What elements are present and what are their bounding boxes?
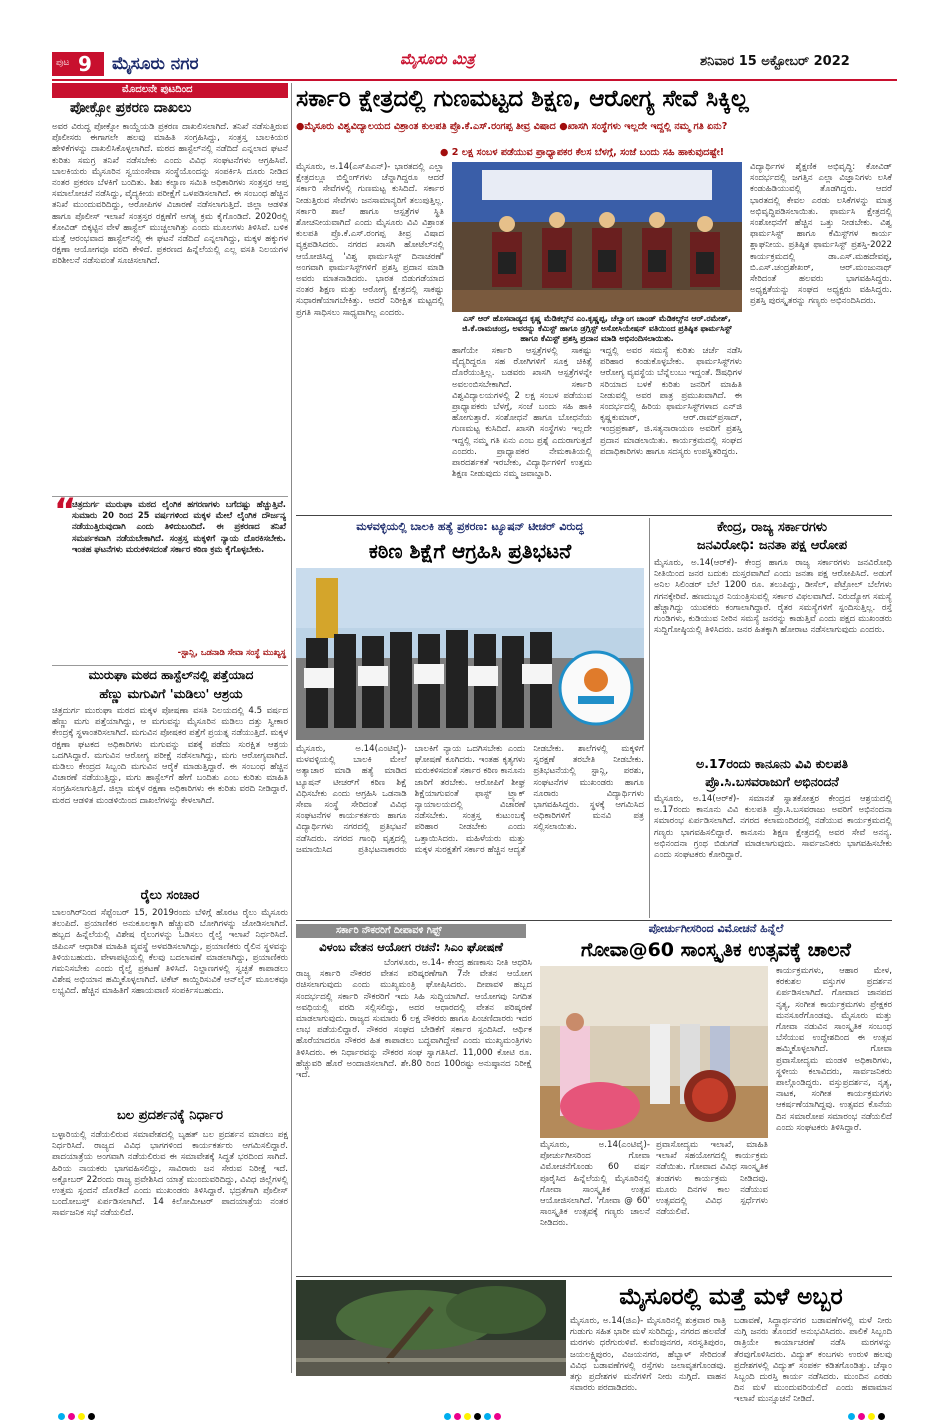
- protest-headline: ಕಠಿಣ ಶಿಕ್ಷೆಗೆ ಆಗ್ರಹಿಸಿ ಪ್ರತಿಭಟನೆ: [368, 539, 572, 563]
- award-photo-caption: ಎಸ್ ಆರ್ ಹೊಸವಾಡ್ಯದ ಕೃಷ್ಣ ಮೆಡಿಕಲ್ಸ್‌ನ ಎಂ.ಕೃಷ್ಣಪ್ಪ, ಚೆಲ್ವಾಂಗ ಚಾಂಡ್ ಮೆಡಿಕಲ್ಸ್‌ನ ಆರ್.ರಮೇಶ್, ಜಿ.ಕೆ.ರಾಮಚಂದ್ರ, ಅವರನ್ನು ಕೆಮಿಸ್ಟ್ ಹಾಗೂ ಡ್ರಗ್ಗಿಸ್ಟ್ ಅಸೋಸಿಯೇಷನ್ ವತಿಯಿಂದ ಪ್ರತಿಷ್ಠಿತ ಫಾರ್ಮಸಿಸ್ಟ್ ಹಾಗೂ ಕೆಮಿಸ್ಟ್ ಪ್ರಶಸ್ತಿ ಪ್ರದಾನ ಮಾಡಿ ಅಭಿನಂದಿಸಲಾಯಿತು.: [462, 314, 732, 343]
- goa-photo-svg: [540, 966, 768, 1138]
- rail-headline: ರೈಲು ಸಂಚಾರ: [140, 888, 200, 903]
- janata-headline-line1: ಕೇಂದ್ರ, ರಾಜ್ಯ ಸರ್ಕಾರಗಳು: [716, 520, 827, 535]
- goa-bottom-rule: [296, 1276, 892, 1277]
- hostel-body: ಚಿತ್ರದುರ್ಗ ಮುರುಘಾ ಮಠದ ಮಕ್ಕಳ ಪೋಷಣಾ ವಸತಿ ನಿಲಯದಲ್ಲಿ 4.5 ವರ್ಷದ ಹೆಣ್ಣು ಮಗು ಪತ್ತೆಯಾಗಿದ್ದು, ಆ ಮಗುವನ್ನು ಮೈಸೂರಿನ ಮಡಿಲು ದತ್ತು ಸ್ವೀಕಾರ ಕೇಂದ್ರಕ್ಕೆ ಸ್ಥಳಾಂತರಿಸಲಾಗಿದೆ. ಮಗುವಿನ ಪೋಷಕರ ಪತ್ತೆಗೆ ಪ್ರಯತ್ನ ನಡೆಯುತ್ತಿದೆ. ಮಕ್ಕಳ ರಕ್ಷಣಾ ಘಟಕದ ಅಧಿಕಾರಿಗಳು ಮಗುವನ್ನು ವಶಕ್ಕೆ ಪಡೆದು ಸುರಕ್ಷಿತ ಆಶ್ರಯ ಒದಗಿಸಿದ್ದಾರೆ. ಮಗುವಿನ ಆರೋಗ್ಯ ಪರೀಕ್ಷೆ ನಡೆಸಲಾಗಿದ್ದು, ಮಗು ಆರೋಗ್ಯವಾಗಿದೆ. ಮಡಿಲು ಕೇಂದ್ರದ ಸಿಬ್ಬಂದಿ ಮಗುವಿನ ಆರೈಕೆ ಮಾಡುತ್ತಿದ್ದಾರೆ. ಈ ಸಂಬಂಧ ಹೆಚ್ಚಿನ ವಿಚಾರಣೆ ನಡೆಯುತ್ತಿದ್ದು, ಮಗು ಹಾಸ್ಟೆಲ್‌ಗೆ ಹೇಗೆ ಬಂದಿತು ಎಂಬ ಕುರಿತು ಮಾಹಿತಿ ಸಂಗ್ರಹಿಸಲಾಗುತ್ತಿದೆ. ಜಿಲ್ಲಾ ಮಕ್ಕಳ ರಕ್ಷಣಾ ಅಧಿಕಾರಿಗಳು ಈ ಕುರಿತು ವರದಿ ನೀಡಿದ್ದಾರೆ. ಮಠದ ಆಡಳಿತ ಮಂಡಳಿಯಿಂದ ದಾಖಲೆಗಳನ್ನು ಕೇಳಲಾಗಿದೆ.: [52, 706, 288, 806]
- masthead: [0, 0, 945, 80]
- lead-subhead-2: ● 2 ಲಕ್ಷ ಸಂಬಳ ಪಡೆಯುವ ಪ್ರಾಧ್ಯಾಪಕರ ಕೆಲಸ ಬೆಳಗ್ಗೆ, ಸಂಜೆ ಬಂದು ಸಹಿ ಹಾಕುವುದಷ್ಟೇ!: [440, 147, 725, 158]
- vc-headline-line1: ಅ.17ರಂದು ಕಾನೂನು ವಿವಿ ಕುಲಪತಿ: [696, 756, 848, 771]
- janata-body: ಮೈಸೂರು, ಅ.14(ಆರ್‌ಕೆ)- ಕೇಂದ್ರ ಹಾಗೂ ರಾಜ್ಯ ಸರ್ಕಾರಗಳು ಜನವಿರೋಧಿ ನೀತಿಯಿಂದ ಜನರ ಬದುಕು ದುಸ್ತರವಾಗಿದೆ ಎಂದು ಜನತಾ ಪಕ್ಷ ಆರೋಪಿಸಿದೆ. ಅಡುಗೆ ಅನಿಲ ಸಿಲಿಂಡರ್ ಬೆಲೆ 1200 ರೂ. ತಲುಪಿದ್ದು, ಡೀಸೆಲ್, ಪೆಟ್ರೋಲ್ ಬೆಲೆಗಳು ಗಗನಕ್ಕೇರಿವೆ. ಹಣದುಬ್ಬರ ನಿಯಂತ್ರಿಸುವಲ್ಲಿ ಸರ್ಕಾರ ವಿಫಲವಾಗಿದೆ. ನಿರುದ್ಯೋಗ ಸಮಸ್ಯೆ ಹೆಚ್ಚಾಗಿದ್ದು ಯುವಕರು ಕಂಗಾಲಾಗಿದ್ದಾರೆ. ರೈತರ ಸಮಸ್ಯೆಗಳಿಗೆ ಸ್ಪಂದಿಸುತ್ತಿಲ್ಲ. ರಸ್ತೆ ಗುಂಡಿಗಳು, ಕುಡಿಯುವ ನೀರಿನ ಸಮಸ್ಯೆ ಜನರನ್ನು ಕಾಡುತ್ತಿವೆ ಎಂದು ಪಕ್ಷದ ಮುಖಂಡರು ಸುದ್ದಿಗೋಷ್ಠಿಯಲ್ಲಿ ತಿಳಿಸಿದರು. ಜನರ ಹಿತಕ್ಕಾಗಿ ಹೋರಾಟ ನಡೆಸಲಾಗುವುದು ಎಂದರು.: [654, 558, 892, 636]
- award-photo: [452, 162, 742, 312]
- quote-box: [52, 491, 288, 666]
- lead-headline: ಸರ್ಕಾರಿ ಕ್ಷೇತ್ರದಲ್ಲಿ ಗುಣಮಟ್ಟದ ಶಿಕ್ಷಣ, ಆರೋಗ್ಯ ಸೇವೆ ಸಿಕ್ಕಿಲ್ಲ: [296, 86, 749, 112]
- goa-photo: [540, 966, 768, 1138]
- page-number: 9: [78, 52, 92, 76]
- pay-headline: ವಿಳಂಬ ವೇತನ ಆಯೋಗ ರಚನೆ: ಸಿಎಂ ಘೋಷಣೆ: [319, 940, 503, 954]
- rain-headline: ಮೈಸೂರಲ್ಲಿ ಮತ್ತೆ ಮಳೆ ಅಬ್ಬರ: [619, 1284, 843, 1310]
- goa-kicker: ಪೋರ್ಚುಗೀಸರಿಂದ ವಿಮೋಚನೆ ಹಿನ್ನೆಲೆ: [648, 922, 784, 935]
- lead-subhead-1: ●ಮೈಸೂರು ವಿಶ್ವವಿದ್ಯಾಲಯದ ವಿಶ್ರಾಂತ ಕುಲಪತಿ ಪ್ರೊ.ಕೆ.ಎಸ್.ರಂಗಪ್ಪ ತೀವ್ರ ವಿಷಾದ ●ಖಾಸಗಿ ಸಂಸ್ಥೆಗಳು ಇಲ್ಲದೇ ಇದ್ದಲ್ಲಿ ನಮ್ಮ ಗತಿ ಏನು?: [296, 121, 728, 132]
- mid-rule: [296, 920, 892, 921]
- vc-body: ಮೈಸೂರು, ಅ.14(ಆರ್‌ಕೆ)- ಸಮಾನತೆ ಸ್ನಾತಕೋತ್ತರ ಕೇಂದ್ರದ ಆಶ್ರಯದಲ್ಲಿ ಅ.17ರಂದು ಕಾನೂನು ವಿವಿ ಕುಲಪತಿ ಪ್ರೊ.ಸಿ.ಬಸವರಾಜು ಅವರಿಗೆ ಅಭಿನಂದನಾ ಸಮಾರಂಭ ಏರ್ಪಡಿಸಲಾಗಿದೆ. ನಗರದ ಕಲಾಮಂದಿರದಲ್ಲಿ ನಡೆಯುವ ಕಾರ್ಯಕ್ರಮದಲ್ಲಿ ಗಣ್ಯರು ಭಾಗವಹಿಸಲಿದ್ದಾರೆ. ಕಾನೂನು ಶಿಕ್ಷಣ ಕ್ಷೇತ್ರದಲ್ಲಿ ಅವರ ಸೇವೆ ಅನನ್ಯ. ಅಭಿನಂದನಾ ಗ್ರಂಥ ಬಿಡುಗಡೆ ಮಾಡಲಾಗುವುದು. ಸಾರ್ವಜನಿಕರು ಭಾಗವಹಿಸಬೇಕು ಎಂದು ಸಂಘಟಕರು ಕೋರಿದ್ದಾರೆ.: [654, 794, 892, 861]
- pocso-headline: ಪೋಕ್ಸೋ ಪ್ರಕರಣ ದಾಖಲು: [70, 100, 192, 116]
- lead-col-3: ಇದ್ದಲ್ಲಿ ಅವರ ಸಮಸ್ಯೆ ಕುರಿತು ಚರ್ಚೆ ನಡೆಸಿ ಪರಿಹಾರ ಕಂಡುಕೊಳ್ಳಬೇಕು. ಫಾರ್ಮಸಿಸ್ಟ್‌ಗಳು ಆರೋಗ್ಯ ವ್ಯವಸ್ಥೆಯ ಬೆನ್ನೆಲುಬು ಇದ್ದಂತೆ. ಔಷಧಿಗಳ ಸರಿಯಾದ ಬಳಕೆ ಕುರಿತು ಜನರಿಗೆ ಮಾಹಿತಿ ನೀಡುವಲ್ಲಿ ಅವರ ಪಾತ್ರ ಪ್ರಮುಖವಾಗಿದೆ. ಈ ಸಂದರ್ಭದಲ್ಲಿ ಹಿರಿಯ ಫಾರ್ಮಸಿಸ್ಟ್‌ಗಳಾದ ಎನ್‌ಜಿ ಕೃಷ್ಣಕುಮಾರ್, ಆರ್.ರಾಮ್‌ಪ್ರಸಾದ್, ಇಂದ್ರಪ್ರಕಾಶ್, ಜಿ.ಸತ್ಯನಾರಾಯಣ ಅವರಿಗೆ ಪ್ರಶಸ್ತಿ ಪ್ರದಾನ ಮಾಡಲಾಯಿತು. ಕಾರ್ಯಕ್ರಮದಲ್ಲಿ ಸಂಘದ ಪದಾಧಿಕಾರಿಗಳು ಹಾಗೂ ಸದಸ್ಯರು ಉಪಸ್ಥಿತರಿದ್ದರು.: [600, 346, 742, 457]
- quote-source: -ಸ್ಟಾನ್ಲಿ, ಒಡನಾಡಿ ಸೇವಾ ಸಂಸ್ಥೆ ಮುಖ್ಯಸ್ಥ: [177, 647, 286, 657]
- kicker-text: ಮೊದಲನೇ ಪುಟದಿಂದ: [122, 84, 193, 95]
- paper-name: ಮೈಸೂರು ಮಿತ್ರ: [400, 50, 475, 68]
- goa-headline: ಗೋವಾ@60 ಸಾಂಸ್ಕೃತಿಕ ಉತ್ಸವಕ್ಕೆ ಚಾಲನೆ: [581, 939, 851, 961]
- rail-body: ಬಾಲಂಗಿರ್‌ನಿಂದ ಸೆಪ್ಟೆಂಬರ್ 15, 2019ರಂದು ಬೆಳಿಗ್ಗೆ ಹೊರಟ ರೈಲು ಮೈಸೂರು ತಲುಪಿದೆ. ಪ್ರಯಾಣಿಕರ ಅನುಕೂಲಕ್ಕಾಗಿ ಹೆಚ್ಚುವರಿ ಬೋಗಿಗಳನ್ನು ಜೋಡಿಸಲಾಗಿದೆ. ಹಬ್ಬದ ಹಿನ್ನೆಲೆಯಲ್ಲಿ ವಿಶೇಷ ರೈಲುಗಳನ್ನು ಓಡಿಸಲು ರೈಲ್ವೆ ಇಲಾಖೆ ನಿರ್ಧರಿಸಿದೆ. ಜಿಪಿಎಸ್ ಆಧಾರಿತ ಮಾಹಿತಿ ವ್ಯವಸ್ಥೆ ಅಳವಡಿಸಲಾಗಿದ್ದು, ಪ್ರಯಾಣಿಕರು ರೈಲಿನ ಸ್ಥಳವನ್ನು ತಿಳಿಯಬಹುದು. ವೇಳಾಪಟ್ಟಿಯಲ್ಲಿ ಕೆಲವು ಬದಲಾವಣೆ ಮಾಡಲಾಗಿದ್ದು, ಪ್ರಯಾಣಿಕರು ಗಮನಿಸಬೇಕು ಎಂದು ರೈಲ್ವೆ ಪ್ರಕಟಣೆ ತಿಳಿಸಿದೆ. ನಿಲ್ದಾಣಗಳಲ್ಲಿ ಸ್ವಚ್ಛತೆ ಕಾಪಾಡಲು ವಿಶೇಷ ಅಭಿಯಾನ ಹಮ್ಮಿಕೊಳ್ಳಲಾಗಿದೆ. ಟಿಕೆಟ್ ಕಾಯ್ದಿರಿಸುವಿಕೆ ಆನ್‌ಲೈನ್ ಮೂಲಕವೂ ಲಭ್ಯವಿದೆ. ಹೆಚ್ಚಿನ ಮಾಹಿತಿಗೆ ಸಹಾಯವಾಣಿ ಸಂಪರ್ಕಿಸಬಹುದು.: [52, 908, 288, 997]
- goa-body-mid: ಪ್ರವಾಸೋದ್ಯಮ ಇಲಾಖೆ, ಮಾಹಿತಿ ಇಲಾಖೆ ಸಹಯೋಗದಲ್ಲಿ ಕಾರ್ಯಕ್ರಮ ನಡೆಯಿತು. ಗೋವಾದ ವಿವಿಧ ಸಾಂಸ್ಕೃತಿಕ ತಂಡಗಳು ಕಾರ್ಯಕ್ರಮ ನೀಡಿದವು. ಮೂರು ದಿನಗಳ ಕಾಲ ನಡೆಯುವ ಉತ್ಸವದಲ್ಲಿ ವಿವಿಧ ಸ್ಪರ್ಧೆಗಳು ನಡೆಯಲಿವೆ.: [656, 1140, 768, 1218]
- lead-bottom-rule: [296, 515, 892, 516]
- issue-date: ಶನಿವಾರ 15 ಅಕ್ಟೋಬರ್ 2022: [700, 54, 850, 69]
- hostel-headline-line1: ಮುರುಘಾ ಮಠದ ಹಾಸ್ಟೆಲ್‌ನಲ್ಲಿ ಪತ್ತೆಯಾದ: [88, 668, 254, 682]
- goa-body-left: ಮೈಸೂರು, ಅ.14(ಎಂಟಿವೈ)- ಪೋರ್ಚುಗೀಸರಿಂದ ಗೋವಾ ವಿಮೋಚನೆಗೊಂಡು 60 ವರ್ಷ ಪೂರೈಸಿದ ಹಿನ್ನೆಲೆಯಲ್ಲಿ ಮೈಸೂರಿನಲ್ಲಿ ಗೋವಾ ಸಾಂಸ್ಕೃತಿಕ ಉತ್ಸವ ಆಯೋಜಿಸಲಾಗಿದೆ. 'ಗೋವಾ @ 60' ಸಾಂಸ್ಕೃತಿಕ ಉತ್ಸವಕ್ಕೆ ಗಣ್ಯರು ಚಾಲನೆ ನೀಡಿದರು.: [540, 1140, 650, 1229]
- award-photo-svg: [452, 162, 742, 312]
- rain-photo: [296, 1280, 566, 1376]
- vc-headline-line2: ಪ್ರೊ.ಸಿ.ಬಸವರಾಜುಗೆ ಅಭಿನಂದನೆ: [705, 774, 839, 789]
- janata-headline-line2: ಜನವಿರೋಧಿ: ಜನತಾ ಪಕ್ಷ ಆರೋಪ: [696, 538, 848, 553]
- kicker-bar: [52, 83, 288, 98]
- goa-body-right: ಕಾರ್ಯಕ್ರಮಗಳು, ಆಹಾರ ಮೇಳ, ಕರಕುಶಲ ವಸ್ತುಗಳ ಪ್ರದರ್ಶನ ಏರ್ಪಡಿಸಲಾಗಿದೆ. ಗೋವಾದ ಜಾನಪದ ನೃತ್ಯ, ಸಂಗೀತ ಕಾರ್ಯಕ್ರಮಗಳು ಪ್ರೇಕ್ಷಕರ ಮನಸೂರೆಗೊಂಡವು. ಮೈಸೂರು ಮತ್ತು ಗೋವಾ ನಡುವಿನ ಸಾಂಸ್ಕೃತಿಕ ಸಂಬಂಧ ಬೆಸೆಯುವ ಉದ್ದೇಶದಿಂದ ಈ ಉತ್ಸವ ಹಮ್ಮಿಕೊಳ್ಳಲಾಗಿದೆ. ಗೋವಾ ಪ್ರವಾಸೋದ್ಯಮ ಮಂಡಳಿ ಅಧಿಕಾರಿಗಳು, ಸ್ಥಳೀಯ ಕಲಾವಿದರು, ಸಾರ್ವಜನಿಕರು ಪಾಲ್ಗೊಂಡಿದ್ದರು. ವಸ್ತುಪ್ರದರ್ಶನ, ನೃತ್ಯ, ನಾಟಕ, ಸಂಗೀತ ಕಾರ್ಯಕ್ರಮಗಳು ಆಕರ್ಷಣೆಯಾಗಿದ್ದವು. ಉತ್ಸವದ ಕೊನೆಯ ದಿನ ಸಮಾರೋಪ ಸಮಾರಂಭ ನಡೆಯಲಿದೆ ಎಂದು ಸಂಘಟಕರು ತಿಳಿಸಿದ್ದಾರೆ.: [776, 966, 892, 1133]
- rain-photo-svg: [296, 1280, 566, 1376]
- pocso-body: ಅವರ ವಿರುದ್ಧ ಪೋಕ್ಸೋ ಕಾಯ್ದೆಯಡಿ ಪ್ರಕರಣ ದಾಖಲಿಸಲಾಗಿದೆ. ತನಿಖೆ ನಡೆಸುತ್ತಿರುವ ಪೊಲೀಸರು ಈಗಾಗಲೇ ಹಲವು ಮಾಹಿತಿ ಸಂಗ್ರಹಿಸಿದ್ದು, ಸಂತ್ರಸ್ತ ಬಾಲಕಿಯರ ಹೇಳಿಕೆಗಳನ್ನು ದಾಖಲಿಸಿಕೊಳ್ಳಲಾಗಿದೆ. ಮಠದ ಹಾಸ್ಟೆಲ್‌ನಲ್ಲಿ ನಡೆದಿದೆ ಎನ್ನಲಾದ ಘಟನೆ ಕುರಿತು ಸಮಗ್ರ ತನಿಖೆ ನಡೆಸಬೇಕು ಎಂದು ವಿವಿಧ ಸಂಘಟನೆಗಳು ಆಗ್ರಹಿಸಿವೆ. ಬಾಲಕಿಯರು ಮೈಸೂರಿನ ಸ್ವಯಂಸೇವಾ ಸಂಸ್ಥೆಯೊಂದನ್ನು ಸಂಪರ್ಕಿಸಿ ದೂರು ನೀಡಿದ ನಂತರ ಪ್ರಕರಣ ಬೆಳಕಿಗೆ ಬಂದಿತು. ಶಿಶು ಕಲ್ಯಾಣ ಸಮಿತಿ ಅಧಿಕಾರಿಗಳು ಸಂತ್ರಸ್ತರ ಆಪ್ತ ಸಮಾಲೋಚನೆ ನಡೆಸಿದ್ದು, ವೈದ್ಯಕೀಯ ಪರೀಕ್ಷೆಗೆ ಒಳಪಡಿಸಲಾಗಿದೆ. ಈ ಸಂಬಂಧ ಹೆಚ್ಚಿನ ತನಿಖೆ ಮುಂದುವರಿದಿದ್ದು, ಆರೋಪಿಗಳ ವಿಚಾರಣೆ ನಡೆಸಲಾಗುತ್ತಿದೆ. ಜಿಲ್ಲಾ ಆಡಳಿತ ಹಾಗೂ ಪೊಲೀಸ್ ಇಲಾಖೆ ಸಂತ್ರಸ್ತರ ರಕ್ಷಣೆಗೆ ಅಗತ್ಯ ಕ್ರಮ ಕೈಗೊಂಡಿದೆ. 2020ರಲ್ಲಿ ಕೋವಿಡ್ ಬಿಕ್ಕಟ್ಟಿನ ವೇಳೆ ಹಾಸ್ಟೆಲ್ ಮುಚ್ಚಲಾಗಿತ್ತು ಎಂದು ಮೂಲಗಳು ತಿಳಿಸಿವೆ. ಬಳಿಕ ಮತ್ತೆ ಆರಂಭವಾದ ಹಾಸ್ಟೆಲ್‌ನಲ್ಲಿ ಈ ಘಟನೆ ನಡೆದಿದೆ ಎನ್ನಲಾಗಿದ್ದು, ಮಕ್ಕಳ ಹಕ್ಕುಗಳ ರಕ್ಷಣಾ ಆಯೋಗವೂ ವರದಿ ಕೇಳಿದೆ. ಪ್ರಕರಣದ ಹಿನ್ನೆಲೆಯಲ್ಲಿ ಎಲ್ಲ ವಸತಿ ನಿಲಯಗಳ ಪರಿಶೀಲನೆ ನಡೆಸುವಂತೆ ಸೂಚಿಸಲಾಗಿದೆ.: [52, 122, 288, 267]
- protest-body: ಮೈಸೂರು, ಅ.14(ಎಂಟಿವೈ)- ಮಳವಳ್ಳಿಯಲ್ಲಿ ಬಾಲಕಿ ಮೇಲೆ ಅತ್ಯಾಚಾರ ಮಾಡಿ ಹತ್ಯೆ ಮಾಡಿದ ಟ್ಯೂಷನ್ ಟೀಚರ್‌ಗೆ ಕಠಿಣ ಶಿಕ್ಷೆ ವಿಧಿಸಬೇಕು ಎಂದು ಆಗ್ರಹಿಸಿ ಒಡನಾಡಿ ಸೇವಾ ಸಂಸ್ಥೆ ಸೇರಿದಂತೆ ವಿವಿಧ ಸಂಘಟನೆಗಳ ಕಾರ್ಯಕರ್ತರು ಹಾಗೂ ವಿದ್ಯಾರ್ಥಿಗಳು ನಗರದಲ್ಲಿ ಪ್ರತಿಭಟನೆ ನಡೆಸಿದರು. ನಗರದ ಗಾಂಧಿ ವೃತ್ತದಲ್ಲಿ ಜಮಾಯಿಸಿದ ಪ್ರತಿಭಟನಾಕಾರರು ಬಾಲಕಿಗೆ ನ್ಯಾಯ ಒದಗಿಸಬೇಕು ಎಂದು ಘೋಷಣೆ ಕೂಗಿದರು. ಇಂತಹ ಕೃತ್ಯಗಳು ಮರುಕಳಿಸದಂತೆ ಸರ್ಕಾರ ಕಠಿಣ ಕಾನೂನು ಜಾರಿಗೆ ತರಬೇಕು. ಆರೋಪಿಗೆ ಶೀಘ್ರ ಶಿಕ್ಷೆಯಾಗುವಂತೆ ಫಾಸ್ಟ್ ಟ್ರ್ಯಾಕ್ ನ್ಯಾಯಾಲಯದಲ್ಲಿ ವಿಚಾರಣೆ ನಡೆಸಬೇಕು. ಸಂತ್ರಸ್ತ ಕುಟುಂಬಕ್ಕೆ ಪರಿಹಾರ ನೀಡಬೇಕು ಎಂದು ಒತ್ತಾಯಿಸಿದರು. ಮಹಿಳೆಯರು ಮತ್ತು ಮಕ್ಕಳ ಸುರಕ್ಷತೆಗೆ ಸರ್ಕಾರ ಹೆಚ್ಚಿನ ಆದ್ಯತೆ ನೀಡಬೇಕು. ಶಾಲೆಗಳಲ್ಲಿ ಮಕ್ಕಳಿಗೆ ಸ್ವರಕ್ಷಣೆ ತರಬೇತಿ ನೀಡಬೇಕು. ಪ್ರತಿಭಟನೆಯಲ್ಲಿ ಸ್ಟಾನ್ಲಿ, ಪರಶು, ಸಂಘಟನೆಗಳ ಮುಖಂಡರು ಹಾಗೂ ನೂರಾರು ವಿದ್ಯಾರ್ಥಿಗಳು ಭಾಗವಹಿಸಿದ್ದರು. ಸ್ಥಳಕ್ಕೆ ಆಗಮಿಸಿದ ಅಧಿಕಾರಿಗಳಿಗೆ ಮನವಿ ಪತ್ರ ಸಲ್ಲಿಸಲಾಯಿತು.: [296, 744, 644, 855]
- hostel-headline-line2: ಹೆಣ್ಣು ಮಗುವಿಗೆ 'ಮಡಿಲು' ಆಶ್ರಯ: [99, 686, 243, 701]
- rain-body-right: ಬಡಾವಣೆ, ಸಿದ್ಧಾರ್ಥನಗರ ಬಡಾವಣೆಗಳಲ್ಲಿ ಮಳೆ ನೀರು ನುಗ್ಗಿ ಜನರು ತೊಂದರೆ ಅನುಭವಿಸಿದರು. ಪಾಲಿಕೆ ಸಿಬ್ಬಂದಿ ರಾತ್ರಿಯೇ ಕಾರ್ಯಾಚರಣೆ ನಡೆಸಿ ಮರಗಳನ್ನು ತೆರವುಗೊಳಿಸಿದರು. ವಿದ್ಯುತ್ ಕಂಬಗಳು ಉರುಳಿ ಹಲವು ಪ್ರದೇಶಗಳಲ್ಲಿ ವಿದ್ಯುತ್ ಸಂಪರ್ಕ ಕಡಿತಗೊಂಡಿತ್ತು. ಚೆಸ್ಕಾಂ ಸಿಬ್ಬಂದಿ ದುರಸ್ತಿ ಕಾರ್ಯ ನಡೆಸಿದರು. ಮುಂದಿನ ಎರಡು ದಿನ ಮಳೆ ಮುಂದುವರಿಯಲಿದೆ ಎಂದು ಹವಾಮಾನ ಇಲಾಖೆ ಮುನ್ಸೂಚನೆ ನೀಡಿದೆ.: [734, 1316, 892, 1405]
- protest-right-divider: [649, 518, 650, 918]
- rally-headline: ಬಲ ಪ್ರದರ್ಶನಕ್ಕೆ ನಿರ್ಧಾರ: [116, 1108, 224, 1123]
- protest-kicker: ಮಳವಳ್ಳಿಯಲ್ಲಿ ಬಾಲಕಿ ಹತ್ಯೆ ಪ್ರಕರಣ: ಟ್ಯೂಷನ್ ಟೀಚರ್ ವಿರುದ್ಧ: [356, 520, 584, 533]
- section-title: ಮೈಸೂರು ನಗರ: [112, 54, 199, 74]
- quote-text: ಚಿತ್ರದುರ್ಗ ಮುರುಘಾ ಮಠದ ಲೈಂಗಿಕ ಹಗರಣಗಳು ಬಗೆದಷ್ಟು ಹೆಚ್ಚುತ್ತಿವೆ. ಸುಮಾರು 20 ರಿಂದ 25 ವರ್ಷಗಳಿಂದ ಮಕ್ಕಳ ಮೇಲೆ ಲೈಂಗಿಕ ದೌರ್ಜನ್ಯ ನಡೆಯುತ್ತಿರುವುದಾಗಿ ಎಂದು ತಿಳಿದುಬಂದಿದೆ. ಈ ಪ್ರಕರಣದ ತನಿಖೆ ಸಮರ್ಪಕವಾಗಿ ನಡೆಯಬೇಕಾಗಿದೆ. ಸಂತ್ರಸ್ತ ಮಕ್ಕಳಿಗೆ ನ್ಯಾಯ ದೊರಕಿಸಬೇಕು. ಇಂತಹ ಘಟನೆಗಳು ಮರುಕಳಿಸದಂತೆ ಸರ್ಕಾರ ಕಠಿಣ ಕ್ರಮ ಕೈಗೊಳ್ಳಬೇಕು.: [72, 499, 286, 554]
- lead-col-4: ವಿದ್ಯಾರ್ಥಿಗಳ ಶೈಕ್ಷಣಿಕ ಅಭಿವೃದ್ಧಿ: ಕೋವಿಡ್ ಸಂದರ್ಭದಲ್ಲಿ ಜಗತ್ತಿನ ಎಲ್ಲಾ ವಿಜ್ಞಾನಿಗಳು ಲಸಿಕೆ ಕಂಡುಹಿಡಿಯುವಲ್ಲಿ ತೊಡಗಿದ್ದರು. ಆದರೆ ಭಾರತದಲ್ಲಿ ಕೇವಲ ಎರಡು ಲಸಿಕೆಗಳನ್ನು ಮಾತ್ರ ಅಭಿವೃದ್ಧಿಪಡಿಸಲಾಯಿತು. ಫಾರ್ಮಸಿ ಕ್ಷೇತ್ರದಲ್ಲಿ ಸಂಶೋಧನೆಗೆ ಹೆಚ್ಚಿನ ಒತ್ತು ನೀಡಬೇಕು. ವಿಶ್ವ ಫಾರ್ಮಸಿಸ್ಟ್ ಹಾಗೂ ಕೆಮಿಸ್ಟ್‌ಗಳ ಕಾರ್ಯ ಶ್ಲಾಘನೀಯ. ಪ್ರತಿಷ್ಠಿತ ಫಾರ್ಮಸಿಸ್ಟ್ ಪ್ರಶಸ್ತಿ-2022 ಕಾರ್ಯಕ್ರಮದಲ್ಲಿ ಡಾ.ಎಸ್.ಮಹದೇವಪ್ಪ, ಬಿ.ಎಸ್.ಚಂದ್ರಶೇಖರ್, ಆರ್.ಮಂಜುನಾಥ್ ಸೇರಿದಂತೆ ಹಲವರು ಭಾಗವಹಿಸಿದ್ದರು. ಅಧ್ಯಕ್ಷತೆಯನ್ನು ಸಂಘದ ಅಧ್ಯಕ್ಷರು ವಹಿಸಿದ್ದರು. ಪ್ರಶಸ್ತಿ ಪುರಸ್ಕೃತರನ್ನು ಗಣ್ಯರು ಅಭಿನಂದಿಸಿದರು.: [750, 162, 892, 307]
- page-label: ಪುಟ: [56, 58, 70, 68]
- print-registration-dots-left: [58, 1405, 98, 1413]
- lead-col-2: ಹಾಗೆಯೇ ಸರ್ಕಾರಿ ಆಸ್ಪತ್ರೆಗಳಲ್ಲಿ ಸಾಕಷ್ಟು ವೈದ್ಯರಿದ್ದರೂ ಸಹ ರೋಗಿಗಳಿಗೆ ಸೂಕ್ತ ಚಿಕಿತ್ಸೆ ದೊರೆಯುತ್ತಿಲ್ಲ. ಬಡವರು ಖಾಸಗಿ ಆಸ್ಪತ್ರೆಗಳನ್ನೇ ಅವಲಂಬಿಸಬೇಕಾಗಿದೆ. ಸರ್ಕಾರಿ ವಿಶ್ವವಿದ್ಯಾಲಯಗಳಲ್ಲಿ 2 ಲಕ್ಷ ಸಂಬಳ ಪಡೆಯುವ ಪ್ರಾಧ್ಯಾಪಕರು ಬೆಳಗ್ಗೆ, ಸಂಜೆ ಬಂದು ಸಹಿ ಹಾಕಿ ಹೋಗುತ್ತಾರೆ. ಸಂಶೋಧನೆ ಹಾಗೂ ಬೋಧನೆಯ ಗುಣಮಟ್ಟ ಕುಸಿದಿದೆ. ಖಾಸಗಿ ಸಂಸ್ಥೆಗಳು ಇಲ್ಲದೇ ಇದ್ದಲ್ಲಿ ನಮ್ಮ ಗತಿ ಏನು ಎಂಬ ಪ್ರಶ್ನೆ ಎದುರಾಗುತ್ತದೆ ಎಂದರು. ಪ್ರಾಧ್ಯಾಪಕರ ನೇಮಕಾತಿಯಲ್ಲಿ ಪಾರದರ್ಶಕತೆ ಇರಬೇಕು, ವಿದ್ಯಾರ್ಥಿಗಳಿಗೆ ಉತ್ತಮ ಶಿಕ್ಷಣ ನೀಡುವುದು ನಮ್ಮ ಜವಾಬ್ದಾರಿ.: [452, 346, 592, 480]
- pay-kicker-bar: [296, 924, 526, 938]
- pay-body: ಬೆಂಗಳೂರು, ಅ.14- ಕೇಂದ್ರ ಹಣಕಾಸು ನೀತಿ ಆಧರಿಸಿ ರಾಜ್ಯ ಸರ್ಕಾರಿ ನೌಕರರ ವೇತನ ಪರಿಷ್ಕರಣೆಗಾಗಿ 7ನೇ ವೇತನ ಆಯೋಗ ರಚಿಸಲಾಗುವುದು ಎಂದು ಮುಖ್ಯಮಂತ್ರಿ ಘೋಷಿಸಿದರು. ದೀಪಾವಳಿ ಹಬ್ಬದ ಸಂದರ್ಭದಲ್ಲಿ ಸರ್ಕಾರಿ ನೌಕರರಿಗೆ ಇದು ಸಿಹಿ ಸುದ್ದಿಯಾಗಿದೆ. ಆಯೋಗವು ನಿಗದಿತ ಅವಧಿಯಲ್ಲಿ ವರದಿ ಸಲ್ಲಿಸಲಿದ್ದು, ಅದರ ಆಧಾರದಲ್ಲಿ ವೇತನ ಪರಿಷ್ಕರಣೆ ಮಾಡಲಾಗುವುದು. ರಾಜ್ಯದ ಸುಮಾರು 6 ಲಕ್ಷ ನೌಕರರು ಹಾಗೂ ಪಿಂಚಣಿದಾರರು ಇದರ ಲಾಭ ಪಡೆಯಲಿದ್ದಾರೆ. ನೌಕರರ ಸಂಘದ ಬೇಡಿಕೆಗೆ ಸರ್ಕಾರ ಸ್ಪಂದಿಸಿದೆ. ಆರ್ಥಿಕ ಹೊರೆಯಾದರೂ ನೌಕರರ ಹಿತ ಕಾಪಾಡಲು ಬದ್ಧವಾಗಿದ್ದೇವೆ ಎಂದು ಮುಖ್ಯಮಂತ್ರಿಗಳು ತಿಳಿಸಿದರು. ಈ ನಿರ್ಧಾರವನ್ನು ನೌಕರರ ಸಂಘ ಸ್ವಾಗತಿಸಿದೆ. 11,000 ಕೋಟಿ ರೂ. ಹೆಚ್ಚುವರಿ ಹೊರೆ ಅಂದಾಜಿಸಲಾಗಿದೆ. ಶೇ.80 ರಿಂದ 100ರಷ್ಟು ಅನುಷ್ಠಾನದ ನಿರೀಕ್ಷೆ ಇದೆ.: [296, 958, 532, 1081]
- print-registration-dots-center: [444, 1405, 504, 1413]
- left-column-divider: [291, 83, 292, 1373]
- lead-col-1: ಮೈಸೂರು, ಅ.14(ಎಸ್‌ಪಿಎನ್)- ಭಾರತದಲ್ಲಿ ಎಲ್ಲಾ ಕ್ಷೇತ್ರದಲ್ಲೂ ಬಿಲ್ಡಿಂಗ್‌ಗಳು ಚೆನ್ನಾಗಿದ್ದರೂ ಆದರೆ ಸರ್ಕಾರಿ ಸೇವೆಗಳಲ್ಲಿ ಗುಣಮಟ್ಟ ಕುಸಿದಿದೆ. ಸರ್ಕಾರ ನೀಡುತ್ತಿರುವ ಸೇವೆಗಳು ಜನಸಾಮಾನ್ಯರಿಗೆ ತಲುಪುತ್ತಿಲ್ಲ. ಸರ್ಕಾರಿ ಶಾಲೆ ಹಾಗೂ ಆಸ್ಪತ್ರೆಗಳ ಸ್ಥಿತಿ ಶೋಚನೀಯವಾಗಿದೆ ಎಂದು ಮೈಸೂರು ವಿವಿ ವಿಶ್ರಾಂತ ಕುಲಪತಿ ಪ್ರೊ.ಕೆ.ಎಸ್.ರಂಗಪ್ಪ ತೀವ್ರ ವಿಷಾದ ವ್ಯಕ್ತಪಡಿಸಿದರು. ನಗರದ ಖಾಸಗಿ ಹೋಟೆಲ್‌ನಲ್ಲಿ ಆಯೋಜಿಸಿದ್ದ 'ವಿಶ್ವ ಫಾರ್ಮಸಿಸ್ಟ್ ದಿನಾಚರಣೆ' ಅಂಗವಾಗಿ ಫಾರ್ಮಸಿಸ್ಟ್‌ಗಳಿಗೆ ಪ್ರಶಸ್ತಿ ಪ್ರದಾನ ಮಾಡಿ ಅವರು ಮಾತನಾಡಿದರು. ಭಾರತ ಬಿಡುಗಡೆಯಾದ ನಂತರ ಶಿಕ್ಷಣ ಮತ್ತು ಆರೋಗ್ಯ ಕ್ಷೇತ್ರದಲ್ಲಿ ಸಾಕಷ್ಟು ಸುಧಾರಣೆಯಾಗಬೇಕಿತ್ತು. ಆದರೆ ನಿರೀಕ್ಷಿತ ಮಟ್ಟದಲ್ಲಿ ಪ್ರಗತಿ ಸಾಧಿಸಲು ಸಾಧ್ಯವಾಗಿಲ್ಲ ಎಂದರು.: [296, 162, 444, 318]
- masthead-rule: [52, 79, 897, 81]
- protest-photo-svg: [296, 568, 644, 740]
- print-registration-dots-right: [848, 1405, 888, 1413]
- quote-mark-icon: “: [54, 491, 77, 531]
- page-number-box: [52, 52, 104, 76]
- pay-kicker-text: ಸರ್ಕಾರಿ ನೌಕರರಿಗೆ ದೀಪಾವಳಿ ಗಿಫ್ಟ್: [336, 925, 442, 936]
- rain-body-left: ಮೈಸೂರು, ಅ.14(ಜಿಎ)- ಮೈಸೂರಿನಲ್ಲಿ ಶುಕ್ರವಾರ ರಾತ್ರಿ ಗುಡುಗು ಸಹಿತ ಭಾರೀ ಮಳೆ ಸುರಿದಿದ್ದು, ನಗರದ ಹಲವೆಡೆ ಮರಗಳು ಧರೆಗುರುಳಿವೆ. ಕುವೆಂಪುನಗರ, ಸರಸ್ವತಿಪುರಂ, ಜಯಲಕ್ಷ್ಮಿಪುರಂ, ವಿಜಯನಗರ, ಹೆಬ್ಬಾಳ್ ಸೇರಿದಂತೆ ವಿವಿಧ ಬಡಾವಣೆಗಳಲ್ಲಿ ರಸ್ತೆಗಳು ಜಲಾವೃತಗೊಂಡವು. ತಗ್ಗು ಪ್ರದೇಶಗಳ ಮನೆಗಳಿಗೆ ನೀರು ನುಗ್ಗಿದೆ. ವಾಹನ ಸವಾರರು ಪರದಾಡಿದರು.: [570, 1316, 726, 1394]
- protest-photo: [296, 568, 644, 740]
- rally-body: ಬಳ್ಳಾರಿಯಲ್ಲಿ ನಡೆಯಲಿರುವ ಸಮಾವೇಶದಲ್ಲಿ ಬೃಹತ್ ಬಲ ಪ್ರದರ್ಶನ ಮಾಡಲು ಪಕ್ಷ ನಿರ್ಧರಿಸಿದೆ. ರಾಜ್ಯದ ವಿವಿಧ ಭಾಗಗಳಿಂದ ಕಾರ್ಯಕರ್ತರು ಆಗಮಿಸಲಿದ್ದಾರೆ. ಪಾದಯಾತ್ರೆಯ ಅಂಗವಾಗಿ ನಡೆಯಲಿರುವ ಈ ಸಮಾವೇಶಕ್ಕೆ ಸಿದ್ಧತೆ ಭರದಿಂದ ಸಾಗಿದೆ. ಹಿರಿಯ ನಾಯಕರು ಭಾಗವಹಿಸಲಿದ್ದು, ಸಾವಿರಾರು ಜನ ಸೇರುವ ನಿರೀಕ್ಷೆ ಇದೆ. ಅಕ್ಟೋಬರ್ 22ರಂದು ರಾಜ್ಯ ಪ್ರವೇಶಿಸಿದ ಯಾತ್ರೆ ಮುಂದುವರಿದಿದ್ದು, ವಿವಿಧ ಜಿಲ್ಲೆಗಳಲ್ಲಿ ಉತ್ತಮ ಸ್ಪಂದನೆ ದೊರೆತಿದೆ ಎಂದು ಮುಖಂಡರು ತಿಳಿಸಿದ್ದಾರೆ. ಭದ್ರತೆಗಾಗಿ ಪೊಲೀಸ್ ಬಂದೋಬಸ್ತ್ ಏರ್ಪಡಿಸಲಾಗಿದೆ. 14 ಕಿಲೋಮೀಟರ್ ಪಾದಯಾತ್ರೆಯ ನಂತರ ಸಾರ್ವಜನಿಕ ಸಭೆ ನಡೆಯಲಿದೆ.: [52, 1130, 288, 1219]
